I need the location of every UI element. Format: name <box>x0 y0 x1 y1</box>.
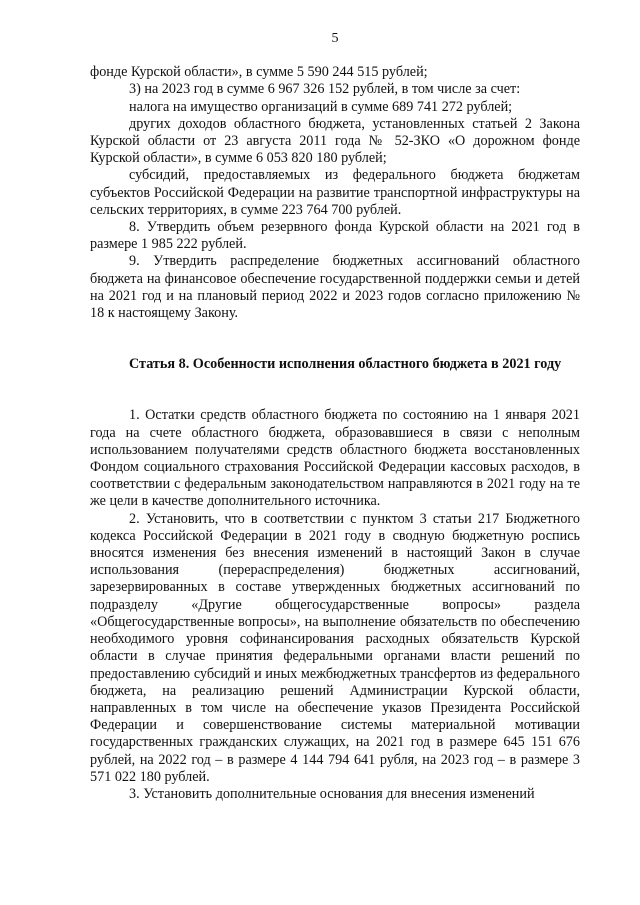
spacer <box>90 373 580 407</box>
paragraph: субсидий, предоставляемых из федерального бюджета бюджетам субъектов Российской Федерации на развитие транспортной инфраструктуры на сельских территориях, в сумме 223 764 700 рублей. <box>90 167 580 218</box>
document-page <box>90 30 580 803</box>
spacer <box>90 322 580 356</box>
paragraph: 3. Установить дополнительные основания для внесения изменений <box>129 785 535 802</box>
paragraph: 9. Утвердить распределение бюджетных ассигнований областного бюджета на финансовое обеспечение государственной поддержки семьи и детей на 2021 год и на плановый период 2022 и 2023 годов согласно приложению № 18 к настоящему Закону. <box>90 253 580 322</box>
paragraph: 8. Утвердить объем резервного фонда Курской области на 2021 год в размере 1 985 222 рублей. <box>90 219 580 253</box>
paragraph: 3) на 2023 год в сумме 6 967 326 152 рублей, в том числе за счет: <box>129 81 521 98</box>
page-number: 5 <box>331 31 339 46</box>
paragraph: 2. Установить, что в соответствии с пунктом 3 статьи 217 Бюджетного кодекса Российской Федерации в 2021 году в сводную бюджетную роспись вносятся изменения без внесения изменений в настоящий Закон в случае использования (перераспределения) бюджетных ассигнований, зарезервированных в составе утвержденных бюджетных ассигнований по подразделу «Другие общегосударственные вопросы» раздела «Общегосударственные вопросы», на выполнение обязательств по обеспечению необходимого уровня софинансирования расходных обязательств Курской области в случае принятия федеральными органами власти решений по предоставлению субсидий и иных межбюджетных трансфертов из федерального бюджета, на реализацию решений Администрации Курской области, направленных в том числе на обеспечение указов Президента Российской Федерации и совершенствование системы материальной мотивации государственных гражданских служащих, на 2021 год в размере 645 151 676 рублей, на 2022 год – в размере 4 144 794 641 рубля, на 2023 год – в размере 3 571 022 180 рублей. <box>90 510 580 785</box>
article-heading: Статья 8. Особенности исполнения областного бюджета в 2021 году <box>129 356 562 373</box>
paragraph: 1. Остатки средств областного бюджета по состоянию на 1 января 2021 года на счете областного бюджета, образовавшиеся в связи с неполным использованием получателями средств областного бюджета восстановленных Фондом социального страхования Российской Федерации кассовых расходов, в соответствии с федеральным законодательством направляются в 2021 году на те же цели в качестве дополнительного источника. <box>90 407 580 510</box>
paragraph: других доходов областного бюджета, установленных статьей 2 Закона Курской области от 23 августа 2011 года № 52-ЗКО «О дорожном фонде Курской области», в сумме 6 053 820 180 рублей; <box>90 115 580 167</box>
paragraph: налога на имущество организаций в сумме 689 741 272 рублей; <box>129 98 513 115</box>
paragraph: фонде Курской области», в сумме 5 590 244 515 рублей; <box>90 64 428 81</box>
